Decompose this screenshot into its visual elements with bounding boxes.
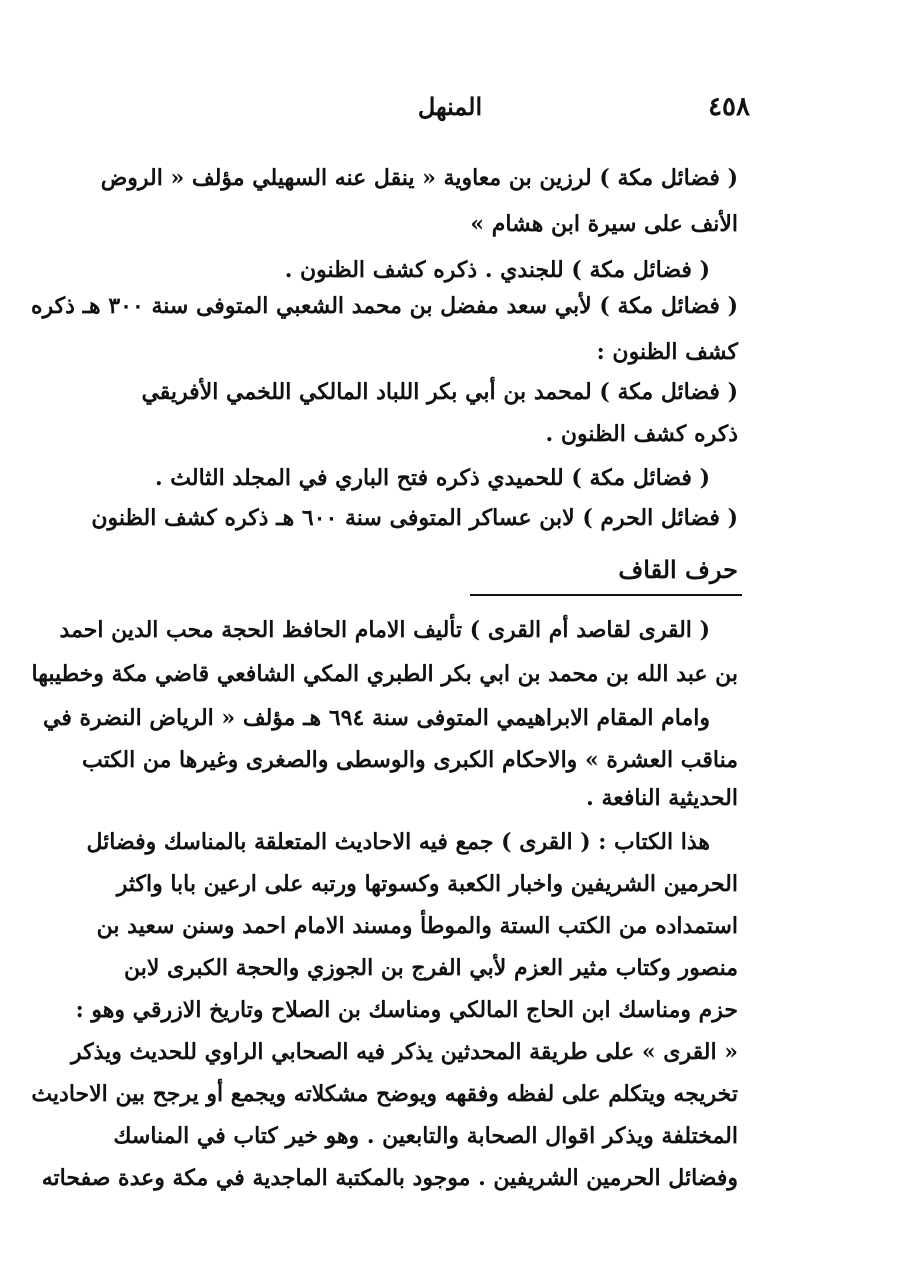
text-line: ( فضائل مكة ) لمحمد بن أبي بكر اللباد المالكي اللخمي الأفريقي: [141, 379, 738, 405]
text-line: حزم ومناسك ابن الحاج المالكي ومناسك بن الصلاح وتاريخ الازرقي وهو :: [75, 997, 738, 1023]
text-line: ( فضائل مكة ) لرزين بن معاوية « ينقل عنه السهيلي مؤلف « الروض: [100, 165, 738, 191]
text-line: منصور وكتاب مثير العزم لأبي الفرج بن الجوزي والحجة الكبرى لابن: [123, 955, 738, 981]
text-line: ذكره كشف الظنون .: [545, 421, 738, 447]
text-line: المختلفة ويذكر اقوال الصحابة والتابعين . وهو خير كتاب في المناسك: [113, 1123, 738, 1149]
text-line: ( فضائل مكة ) للحميدي ذكره فتح الباري في المجلد الثالث .: [154, 465, 710, 491]
page-number: ٤٥٨: [708, 92, 750, 122]
section-heading: حرف القاف: [618, 555, 738, 584]
text-line: الحديثية النافعة .: [586, 785, 738, 811]
text-line: الحرمين الشريفين واخبار الكعبة وكسوتها ورتبه على ارعين بابا واكثر: [116, 871, 738, 897]
running-head: المنهل: [417, 92, 483, 121]
text-line: ( فضائل مكة ) للجندي . ذكره كشف الظنون .: [284, 257, 710, 283]
page-header: [150, 92, 750, 132]
text-line: « القرى » على طريقة المحدثين يذكر فيه الصحابي الراوي للحديث ويذكر: [70, 1039, 738, 1065]
text-line: وامام المقام الابراهيمي المتوفى سنة ٦٩٤ هـ مؤلف « الرياض النضرة في: [43, 705, 710, 731]
section-divider: [470, 594, 742, 596]
text-line: الأنف على سيرة ابن هشام »: [470, 211, 738, 237]
text-line: ( القرى لقاصد أم القرى ) تأليف الامام الحافظ الحجة محب الدين احمد: [59, 617, 710, 643]
text-line: هذا الكتاب : ( القرى ) جمع فيه الاحاديث المتعلقة بالمناسك وفضائل: [86, 829, 710, 855]
text-line: مناقب العشرة » والاحكام الكبرى والوسطى والصغرى وغيرها من الكتب: [81, 747, 738, 773]
text-line: ( فضائل مكة ) لأبي سعد مفضل بن محمد الشعبي المتوفى سنة ٣٠٠ هـ ذكره: [31, 293, 738, 319]
text-line: ( فضائل الحرم ) لابن عساكر المتوفى سنة ٦٠٠ هـ ذكره كشف الظنون: [91, 505, 738, 531]
text-line: وفضائل الحرمين الشريفين . موجود بالمكتبة الماجدية في مكة وعدة صفحاته: [41, 1165, 738, 1191]
text-line: كشف الظنون :: [596, 339, 738, 365]
text-line: تخريجه ويتكلم على لفظه وفقهه ويوضح مشكلاته ويجمع أو يرجح بين الاحاديث: [31, 1081, 738, 1107]
text-line: استمداده من الكتب الستة والموطأ ومسند الامام احمد وسنن سعيد بن: [96, 913, 738, 939]
text-line: بن عبد الله بن محمد بن ابي بكر الطبري المكي الشافعي قاضي مكة وخطيبها: [31, 661, 738, 687]
